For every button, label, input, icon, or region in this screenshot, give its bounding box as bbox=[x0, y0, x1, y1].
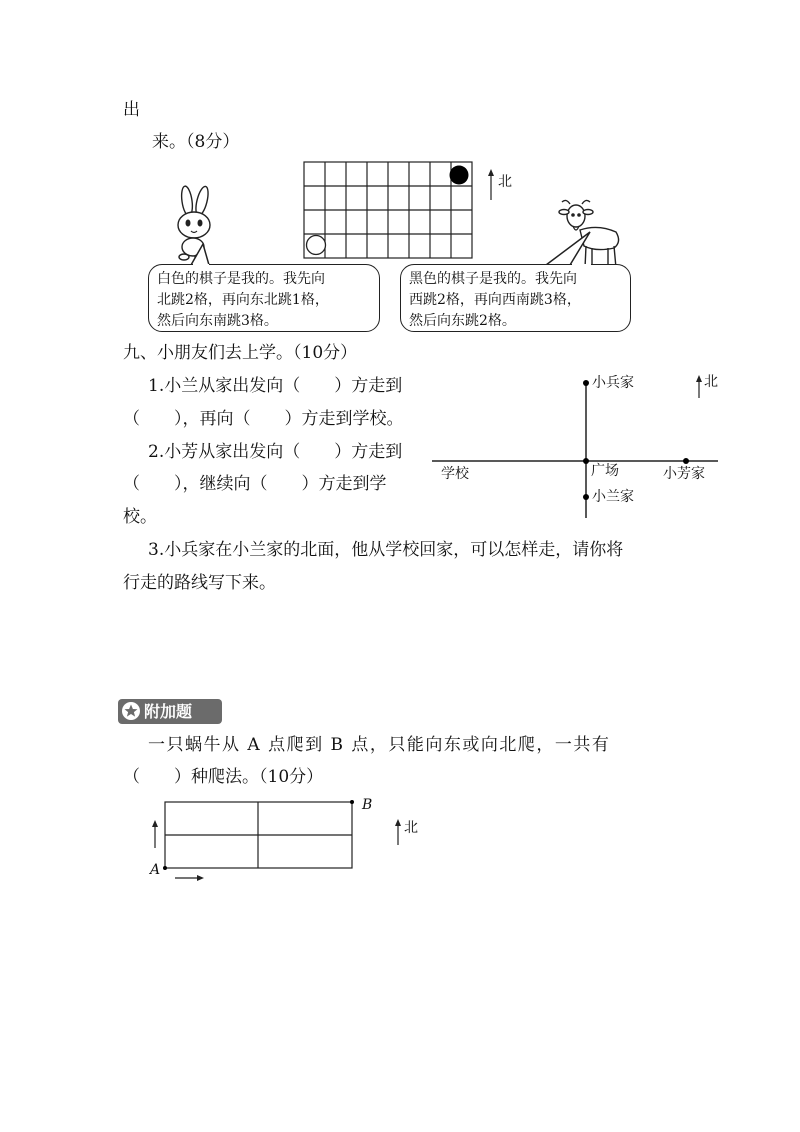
map-label-xiaofang: 小芳家 bbox=[663, 466, 705, 482]
bonus-banner-label: 附加题 bbox=[144, 702, 193, 721]
point-a-label: A bbox=[150, 862, 161, 878]
q8-text-line1: 出 bbox=[123, 100, 140, 120]
bonus-line-2: （ ）种爬法。（10分） bbox=[123, 767, 324, 787]
east-move-arrow-icon bbox=[175, 875, 204, 881]
map-label-school: 学校 bbox=[441, 466, 469, 482]
map-label-xiaolan: 小兰家 bbox=[592, 489, 634, 505]
north-move-arrow-icon bbox=[152, 820, 158, 848]
map-label-xiaobing: 小兵家 bbox=[592, 375, 634, 391]
q9-line-6: 3.小兵家在小兰家的北面，他从学校回家，可以怎样走，请你将 bbox=[148, 540, 624, 560]
rabbit-say-line-2: 北跳2格，再向东北跳1格， bbox=[157, 292, 329, 308]
bonus-north-label: 北 bbox=[404, 820, 418, 836]
map-label-square: 广场 bbox=[591, 463, 619, 479]
q9-line-5: 校。 bbox=[123, 507, 157, 527]
rabbit-say-line-3: 然后向东南跳3格。 bbox=[157, 313, 278, 329]
q8-north-label: 北 bbox=[498, 174, 512, 190]
q9-title: 九、小朋友们去上学。（10分） bbox=[123, 343, 358, 363]
goat-say-line-2: 西跳2格，再向西南跳3格， bbox=[409, 292, 581, 308]
q9-line-3: 2.小芳从家出发向（ ）方走到 bbox=[148, 442, 403, 462]
rabbit-say-line-1: 白色的棋子是我的。我先向 bbox=[157, 271, 325, 287]
q9-line-7: 行走的路线写下来。 bbox=[123, 573, 276, 593]
q9-line-4: （ ），继续向（ ）方走到学 bbox=[123, 474, 387, 494]
q8-text-line2: 来。（8分） bbox=[152, 132, 240, 152]
bonus-north-arrow-icon bbox=[395, 819, 401, 845]
point-b-label: B bbox=[362, 797, 373, 813]
goat-say-line-3: 然后向东跳2格。 bbox=[409, 313, 516, 329]
goat-say-line-1: 黑色的棋子是我的。我先向 bbox=[409, 271, 577, 287]
q9-line-2: （ ），再向（ ）方走到学校。 bbox=[123, 409, 404, 429]
map-north-label: 北 bbox=[704, 374, 718, 390]
bonus-line-1: 一只蜗牛从 A 点爬到 B 点，只能向东或向北爬，一共有 bbox=[148, 735, 611, 755]
q9-line-1: 1.小兰从家出发向（ ）方走到 bbox=[148, 376, 403, 396]
